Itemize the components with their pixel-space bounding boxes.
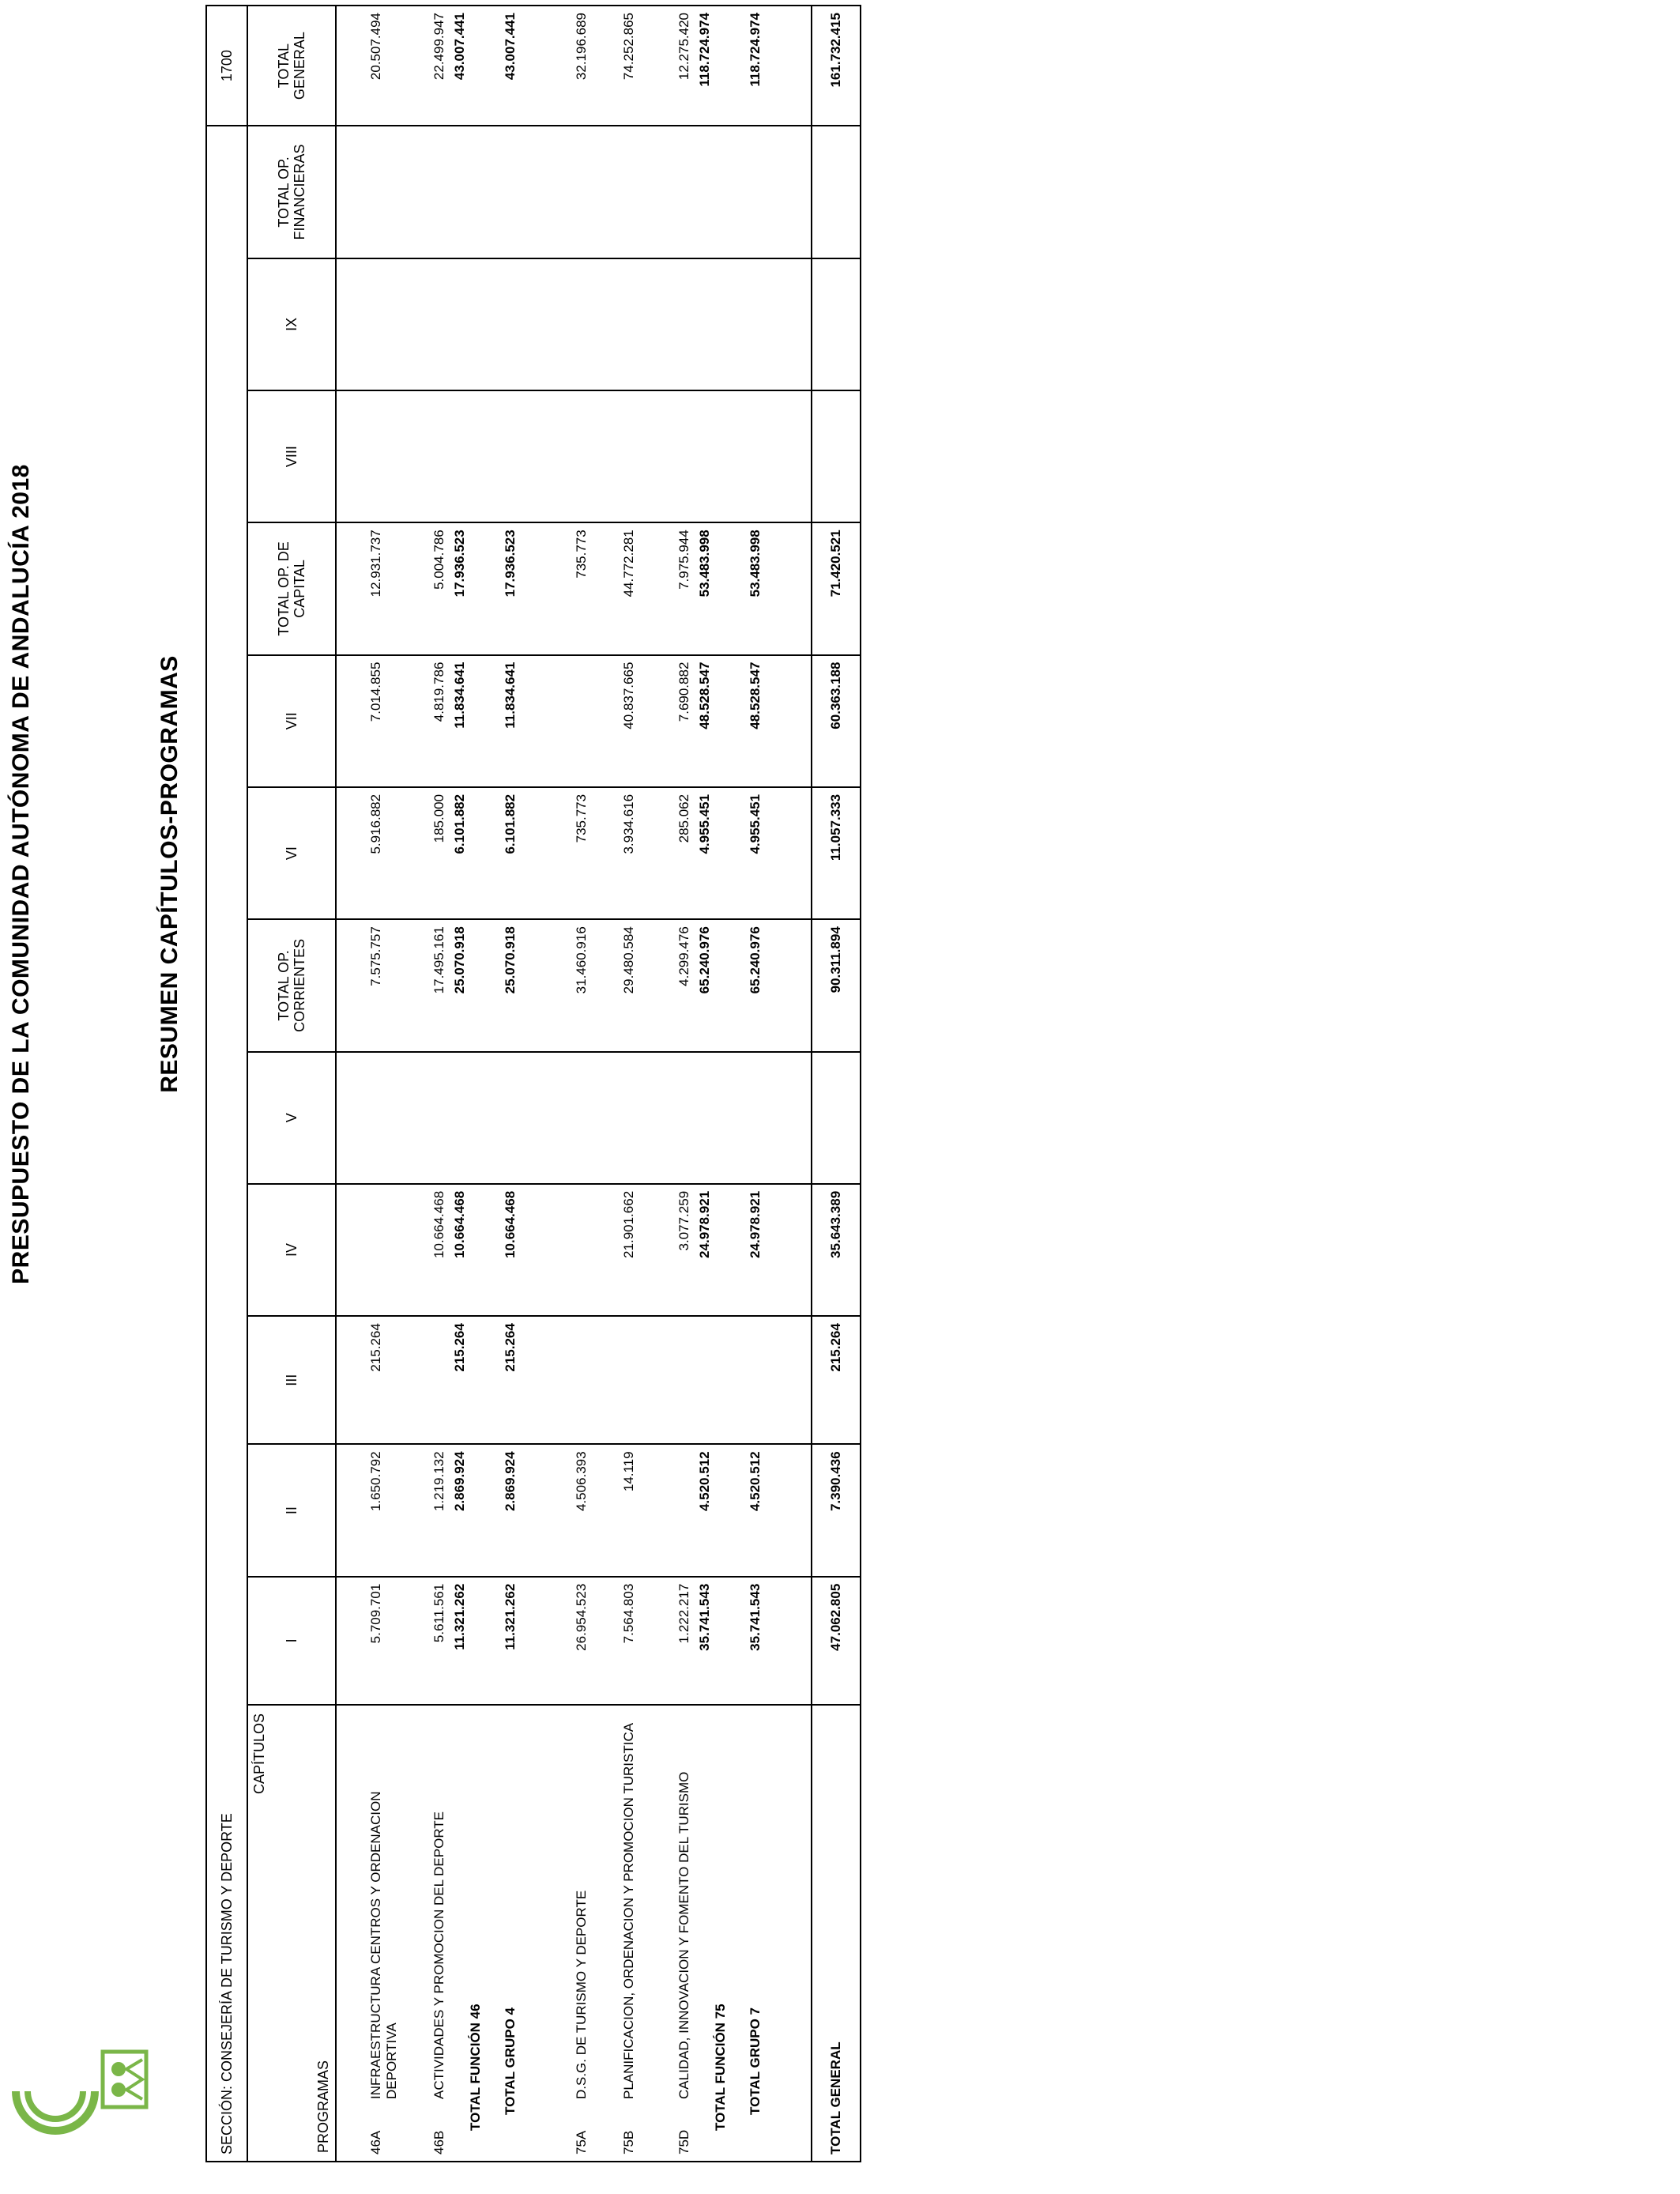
program-name: TOTAL FUNCIÓN 46 [468,2004,483,2131]
value-iii: 215.264 [452,1323,467,1372]
col-ii: II [247,1444,336,1576]
table-body [336,6,812,2162]
col-tf-b: FINANCIERAS [292,144,307,240]
value-tg: 74.252.865 [621,13,636,81]
program-row-label [748,1712,763,2154]
value-tk: 12.931.737 [368,530,383,598]
value-i: 7.564.803 [621,1583,636,1644]
total-tf [812,126,861,258]
value-ii: 2.869.924 [503,1451,518,1512]
value-i: 5.709.701 [368,1583,383,1644]
section-label: SECCIÓN: CONSEJERÍA DE TURISMO Y DEPORTE [206,126,247,2162]
value-tk: 735.773 [574,530,589,579]
value-ii: 4.506.393 [574,1451,589,1512]
col-ix: IX [247,258,336,390]
value-iv: 21.901.662 [621,1190,636,1258]
junta-andalucia-logo [8,2044,150,2139]
program-code: 75B [621,2130,636,2154]
value-ii: 2.869.924 [452,1451,467,1512]
value-tc: 7.575.757 [368,926,383,986]
value-tg: 32.196.689 [574,13,589,81]
value-iv: 10.664.468 [503,1190,518,1258]
value-vi: 185.000 [431,794,446,843]
program-name: CALIDAD, INNOVACION Y FOMENTO DEL TURISMO [676,1771,691,2099]
values-tc [336,919,812,1051]
col-vii: VII [247,655,336,787]
value-vi: 5.916.882 [368,794,383,854]
value-i: 35.741.543 [748,1583,763,1651]
value-tk: 7.975.944 [676,530,691,590]
col-iii: III [247,1316,336,1444]
value-tk: 44.772.281 [621,530,636,598]
value-tc: 17.495.161 [431,926,446,994]
col-v: V [247,1052,336,1184]
program-row-label [697,1712,729,2154]
value-tc: 25.070.918 [503,926,518,994]
total-iii: 215.264 [812,1316,861,1444]
value-tc: 65.240.976 [697,926,712,994]
program-name: INFRAESTRUCTURA CENTROS Y ORDENACION DEPORTIVA [368,1791,399,2099]
col-total-financieras [247,126,336,258]
value-ii: 1.650.792 [368,1451,383,1512]
total-general-label: TOTAL GENERAL [812,1705,861,2162]
values-iii [336,1316,812,1444]
col-tk-b: CAPITAL [292,560,307,618]
value-iv: 3.077.259 [676,1190,691,1251]
value-i: 11.321.262 [452,1583,467,1650]
program-name: PLANIFICACION, ORDENACION Y PROMOCION TURISTICA [621,1722,636,2099]
value-tg: 43.007.441 [503,13,518,81]
value-i: 5.611.561 [431,1583,446,1643]
total-viii [812,390,861,522]
value-tc: 65.240.976 [748,926,763,994]
value-vii: 48.528.547 [697,662,712,729]
value-iv: 10.664.468 [431,1190,446,1258]
value-ii: 14.119 [621,1451,636,1492]
program-row-label [452,1712,484,2154]
values-ii [336,1444,812,1576]
program-name: TOTAL FUNCIÓN 75 [713,2004,728,2131]
value-iv: 24.978.921 [697,1190,712,1258]
value-vi: 3.934.616 [621,794,636,854]
program-row-label [368,1712,400,2154]
value-iv: 24.978.921 [748,1190,763,1258]
col-i: I [247,1577,336,1705]
total-v [812,1052,861,1184]
budget-table [205,5,861,2162]
col-total-corrientes [247,919,336,1051]
program-row-label [676,1712,692,2154]
program-row-label [621,1712,637,2154]
col-total-general [247,6,336,126]
programas-label: PROGRAMAS [315,2060,331,2153]
total-tk: 71.420.521 [812,522,861,654]
value-tk: 17.936.523 [452,530,467,598]
value-iii: 215.264 [503,1323,518,1372]
value-vii: 7.014.855 [368,662,383,722]
total-ii: 7.390.436 [812,1444,861,1576]
value-i: 11.321.262 [503,1583,518,1650]
program-code: 46B [431,2130,446,2154]
value-vii: 48.528.547 [748,662,763,729]
total-tc: 90.311.894 [812,919,861,1051]
total-iv: 35.643.389 [812,1184,861,1316]
values-vii [336,655,812,787]
value-vi: 6.101.882 [452,794,467,854]
value-vii: 11.834.641 [452,662,467,729]
value-vi: 4.955.451 [697,794,712,854]
program-code: 75D [676,2129,691,2154]
values-vi [336,787,812,919]
page-subtitle: RESUMEN CAPÍTULOS-PROGRAMAS [156,655,183,1093]
value-tg: 12.275.420 [676,13,691,81]
col-iv: IV [247,1184,336,1316]
program-code: 46A [368,2130,383,2154]
values-iv [336,1184,812,1316]
col-total-capital [247,522,336,654]
section-code: 1700 [206,6,247,126]
value-vi: 4.955.451 [748,794,763,854]
values-tg [336,6,812,126]
values-v [336,1052,812,1184]
value-iv: 10.664.468 [452,1190,467,1258]
value-vi: 285.062 [676,794,691,843]
value-tg: 118.724.974 [697,13,712,87]
value-tg: 43.007.441 [452,13,467,81]
value-tk: 17.936.523 [503,530,518,598]
program-row-label [431,1712,447,2154]
program-row-label [503,1712,518,2154]
value-tc: 31.460.916 [574,926,589,994]
col-vi: VI [247,787,336,919]
values-tk [336,522,812,654]
program-name: TOTAL GRUPO 7 [748,2007,763,2115]
program-name: ACTIVIDADES Y PROMOCION DEL DEPORTE [431,1811,446,2099]
value-tc: 29.480.584 [621,926,636,994]
col-tg-a: TOTAL [276,43,292,89]
values-viii [336,390,812,522]
value-tk: 5.004.786 [431,530,446,590]
programs-column [336,1705,812,2162]
value-i: 35.741.543 [697,1583,712,1651]
col-tg-b: GENERAL [292,32,307,100]
value-tg: 118.724.974 [748,13,763,87]
total-vii: 60.363.188 [812,655,861,787]
value-tk: 53.483.998 [748,530,763,598]
col-viii: VIII [247,390,336,522]
value-tk: 53.483.998 [697,530,712,598]
col-tc-b: CORRIENTES [292,938,307,1032]
values-i [336,1577,812,1705]
value-iii: 215.264 [368,1323,383,1372]
value-ii: 1.219.132 [431,1451,446,1512]
total-i: 47.062.805 [812,1577,861,1705]
program-row-label [574,1712,590,2154]
total-tg: 161.732.415 [812,6,861,126]
total-vi: 11.057.333 [812,787,861,919]
program-name: D.S.G. DE TURISMO Y DEPORTE [574,1890,589,2099]
value-tg: 20.507.494 [368,13,383,81]
value-vii: 40.837.665 [621,662,636,729]
total-ix [812,258,861,390]
col-tc-a: TOTAL OP. [276,950,292,1021]
total-general-row [812,6,861,2162]
program-code: 75A [574,2130,589,2154]
value-vii: 11.834.641 [503,662,518,729]
value-tg: 22.499.947 [431,13,446,81]
values-tf [336,126,812,258]
value-i: 1.222.217 [676,1583,691,1644]
capitulos-label: CAPÍTULOS [251,1713,267,1794]
value-ii: 4.520.512 [748,1451,763,1512]
values-ix [336,258,812,390]
value-vii: 7.690.882 [676,662,691,722]
value-ii: 4.520.512 [697,1451,712,1512]
program-name: TOTAL GRUPO 4 [503,2007,518,2115]
page-title: PRESUPUESTO DE LA COMUNIDAD AUTÓNOMA DE ANDALUCÍA 2018 [8,464,34,1284]
value-tc: 25.070.918 [452,926,467,994]
value-tc: 4.299.476 [676,926,691,986]
value-vi: 735.773 [574,794,589,843]
value-vii: 4.819.786 [431,662,446,722]
value-i: 26.954.523 [574,1583,589,1651]
value-vi: 6.101.882 [503,794,518,854]
col-tk-a: TOTAL OP. DE [276,541,292,636]
col-tf-a: TOTAL OP. [276,156,292,228]
